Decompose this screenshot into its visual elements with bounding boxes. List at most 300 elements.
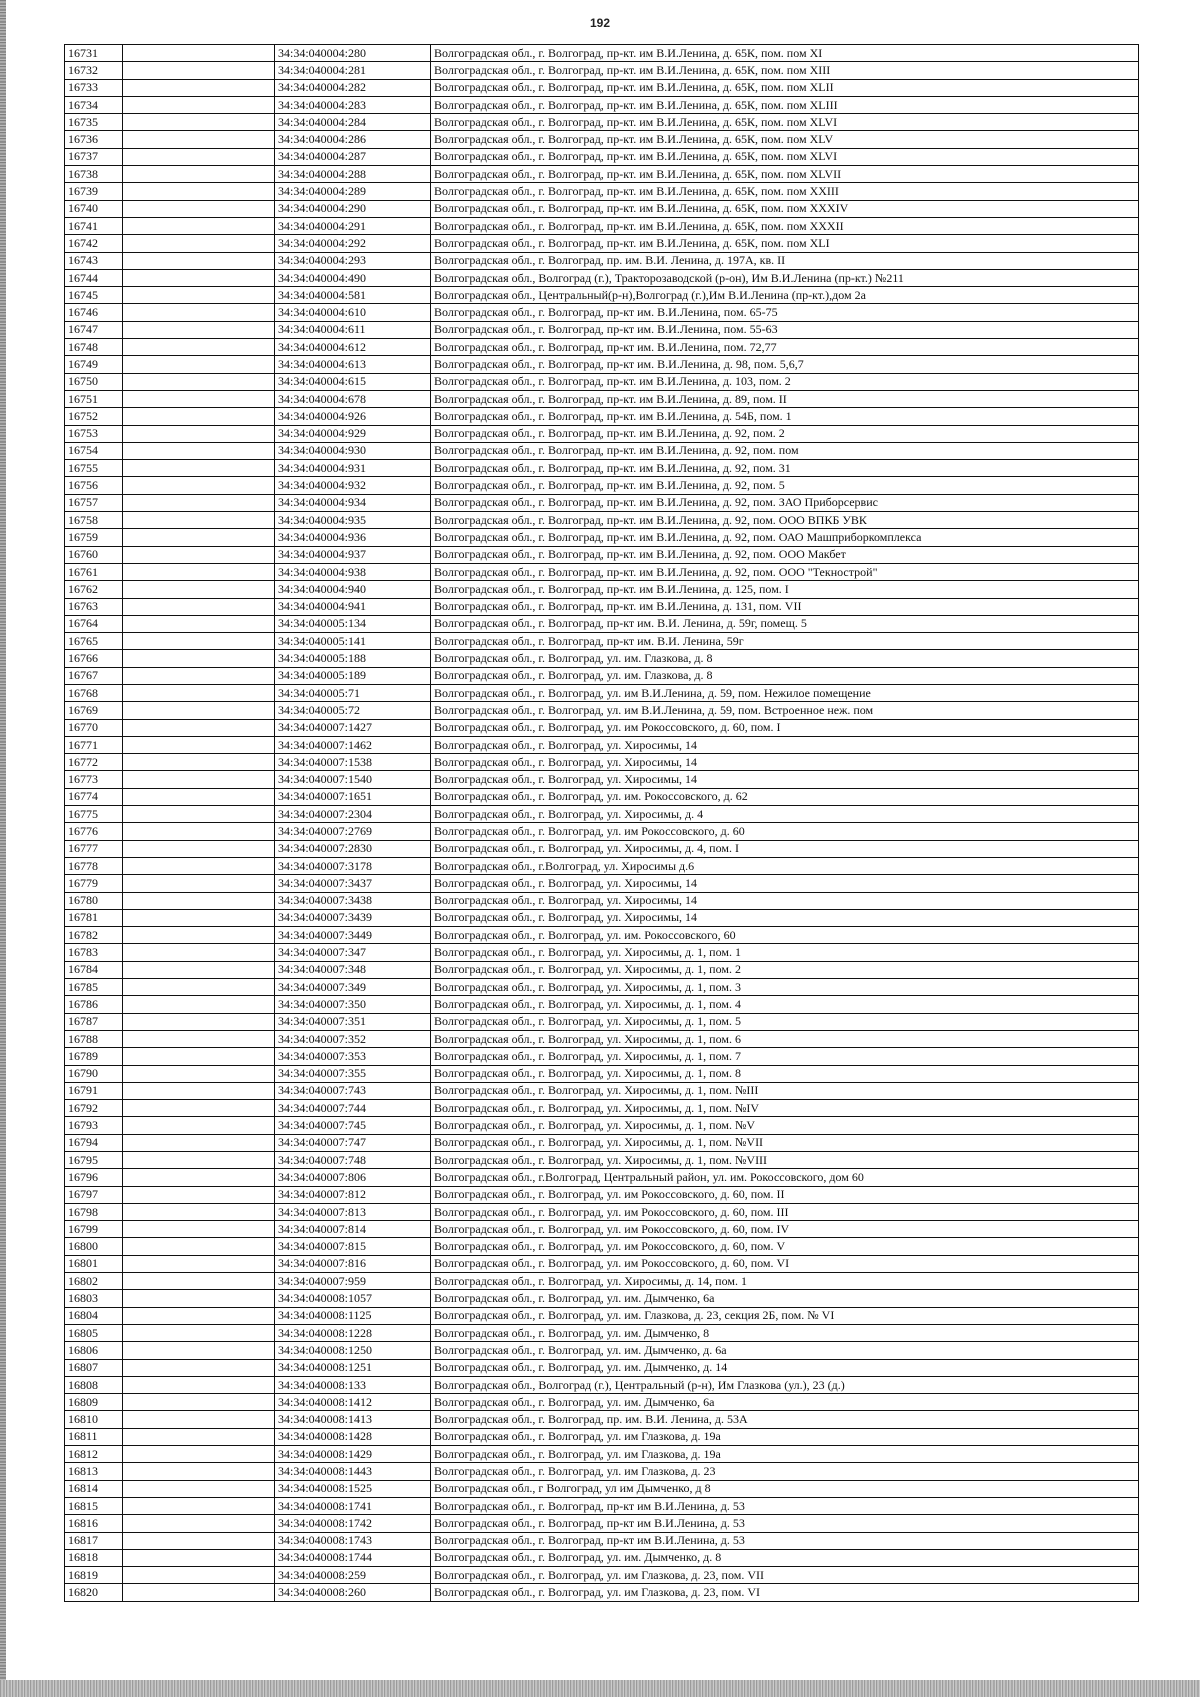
row-number-cell: 16759 xyxy=(65,529,123,546)
blank-cell xyxy=(123,754,275,771)
blank-cell xyxy=(123,1394,275,1411)
blank-cell xyxy=(123,1584,275,1601)
row-number-cell: 16812 xyxy=(65,1446,123,1463)
address-cell: Волгоградская обл., г. Волгоград, ул. Хиросимы, д. 1, пом. №IV xyxy=(431,1100,1139,1117)
row-number-cell: 16733 xyxy=(65,79,123,96)
address-cell: Волгоградская обл., Волгоград (г.), Тракторозаводской (р-он), Им В.И.Ленина (пр-кт.) №211 xyxy=(431,269,1139,286)
row-number-cell: 16770 xyxy=(65,719,123,736)
blank-cell xyxy=(123,96,275,113)
row-number-cell: 16803 xyxy=(65,1290,123,1307)
row-number-cell: 16765 xyxy=(65,633,123,650)
table-row xyxy=(65,909,1139,926)
table-row xyxy=(65,166,1139,183)
row-number-cell: 16731 xyxy=(65,45,123,62)
address-cell: Волгоградская обл., г. Волгоград, ул. им Глазкова, д. 23 xyxy=(431,1463,1139,1480)
address-cell: Волгоградская обл., г. Волгоград, ул. им Рокоссовского, д. 60, пом. I xyxy=(431,719,1139,736)
cadastral-number-cell: 34:34:040004:615 xyxy=(275,373,431,390)
cadastral-number-cell: 34:34:040008:1125 xyxy=(275,1307,431,1324)
blank-cell xyxy=(123,823,275,840)
cadastral-number-cell: 34:34:040005:189 xyxy=(275,667,431,684)
blank-cell xyxy=(123,702,275,719)
cadastral-number-cell: 34:34:040004:292 xyxy=(275,235,431,252)
address-cell: Волгоградская обл., г. Волгоград, пр-кт. им В.И.Ленина, д. 131, пом. VII xyxy=(431,598,1139,615)
address-cell: Волгоградская обл., г. Волгоград, пр-кт им. В.И.Ленина, д. 98, пом. 5,6,7 xyxy=(431,356,1139,373)
table-row xyxy=(65,875,1139,892)
cadastral-number-cell: 34:34:040007:959 xyxy=(275,1273,431,1290)
cadastral-number-cell: 34:34:040007:2830 xyxy=(275,840,431,857)
cadastral-number-cell: 34:34:040005:72 xyxy=(275,702,431,719)
row-number-cell: 16781 xyxy=(65,909,123,926)
row-number-cell: 16738 xyxy=(65,166,123,183)
registry-rows xyxy=(65,45,1139,1602)
cadastral-number-cell: 34:34:040007:806 xyxy=(275,1169,431,1186)
row-number-cell: 16784 xyxy=(65,961,123,978)
table-row xyxy=(65,598,1139,615)
table-row xyxy=(65,1117,1139,1134)
cadastral-number-cell: 34:34:040004:940 xyxy=(275,581,431,598)
row-number-cell: 16764 xyxy=(65,615,123,632)
table-row xyxy=(65,321,1139,338)
row-number-cell: 16815 xyxy=(65,1497,123,1514)
row-number-cell: 16762 xyxy=(65,581,123,598)
cadastral-number-cell: 34:34:040008:1741 xyxy=(275,1497,431,1514)
table-row xyxy=(65,477,1139,494)
address-cell: Волгоградская обл., г. Волгоград, ул. Хиросимы, д. 1, пом. 2 xyxy=(431,961,1139,978)
blank-cell xyxy=(123,408,275,425)
table-row xyxy=(65,546,1139,563)
address-cell: Волгоградская обл., г. Волгоград, ул. им Рокоссовского, д. 60 xyxy=(431,823,1139,840)
row-number-cell: 16790 xyxy=(65,1065,123,1082)
address-cell: Волгоградская обл., г. Волгоград, пр-кт. им В.И.Ленина, д. 65К, пом. пом XXXIV xyxy=(431,200,1139,217)
cadastral-number-cell: 34:34:040007:816 xyxy=(275,1255,431,1272)
table-row xyxy=(65,131,1139,148)
table-row xyxy=(65,1359,1139,1376)
cadastral-number-cell: 34:34:040007:743 xyxy=(275,1082,431,1099)
address-cell: Волгоградская обл., г. Волгоград, ул. им. Глазкова, д. 8 xyxy=(431,667,1139,684)
address-cell: Волгоградская обл., г. Волгоград, ул. им. Дымченко, д. 6а xyxy=(431,1342,1139,1359)
row-number-cell: 16783 xyxy=(65,944,123,961)
blank-cell xyxy=(123,1273,275,1290)
blank-cell xyxy=(123,356,275,373)
row-number-cell: 16819 xyxy=(65,1567,123,1584)
cadastral-number-cell: 34:34:040008:260 xyxy=(275,1584,431,1601)
cadastral-number-cell: 34:34:040004:490 xyxy=(275,269,431,286)
table-row xyxy=(65,1255,1139,1272)
blank-cell xyxy=(123,217,275,234)
table-row xyxy=(65,979,1139,996)
cadastral-number-cell: 34:34:040004:282 xyxy=(275,79,431,96)
table-row xyxy=(65,339,1139,356)
blank-cell xyxy=(123,771,275,788)
table-row xyxy=(65,1497,1139,1514)
blank-cell xyxy=(123,183,275,200)
cadastral-number-cell: 34:34:040004:287 xyxy=(275,148,431,165)
blank-cell xyxy=(123,114,275,131)
row-number-cell: 16805 xyxy=(65,1324,123,1341)
blank-cell xyxy=(123,840,275,857)
row-number-cell: 16794 xyxy=(65,1134,123,1151)
table-row xyxy=(65,857,1139,874)
row-number-cell: 16806 xyxy=(65,1342,123,1359)
blank-cell xyxy=(123,633,275,650)
blank-cell xyxy=(123,1290,275,1307)
row-number-cell: 16750 xyxy=(65,373,123,390)
row-number-cell: 16796 xyxy=(65,1169,123,1186)
blank-cell xyxy=(123,460,275,477)
table-row xyxy=(65,1394,1139,1411)
address-cell: Волгоградская обл., г. Волгоград, ул. им Глазкова, д. 19а xyxy=(431,1446,1139,1463)
table-row xyxy=(65,1134,1139,1151)
blank-cell xyxy=(123,892,275,909)
table-row xyxy=(65,1549,1139,1566)
table-row xyxy=(65,1082,1139,1099)
cadastral-number-cell: 34:34:040005:71 xyxy=(275,684,431,701)
cadastral-number-cell: 34:34:040007:3449 xyxy=(275,927,431,944)
blank-cell xyxy=(123,598,275,615)
address-cell: Волгоградская обл., г. Волгоград, ул. им Рокоссовского, д. 60, пом. VI xyxy=(431,1255,1139,1272)
address-cell: Волгоградская обл., г. Волгоград, пр-кт. им В.И.Ленина, д. 92, пом. 31 xyxy=(431,460,1139,477)
address-cell: Волгоградская обл., г. Волгоград, пр-кт. им В.И.Ленина, д. 92, пом. ООО "Текнострой" xyxy=(431,563,1139,580)
table-row xyxy=(65,840,1139,857)
table-row xyxy=(65,1030,1139,1047)
address-cell: Волгоградская обл., г. Волгоград, пр. им. В.И. Ленина, д. 197А, кв. II xyxy=(431,252,1139,269)
blank-cell xyxy=(123,1463,275,1480)
address-cell: Волгоградская обл., г. Волгоград, пр-кт. им В.И.Ленина, д. 54Б, пом. 1 xyxy=(431,408,1139,425)
row-number-cell: 16793 xyxy=(65,1117,123,1134)
row-number-cell: 16753 xyxy=(65,425,123,442)
address-cell: Волгоградская обл., г. Волгоград, пр-кт. им В.И.Ленина, д. 65К, пом. пом XLII xyxy=(431,79,1139,96)
row-number-cell: 16776 xyxy=(65,823,123,840)
address-cell: Волгоградская обл., г. Волгоград, ул. Хиросимы, д. 1, пом. 7 xyxy=(431,1048,1139,1065)
address-cell: Волгоградская обл., г. Волгоград, пр-кт. им В.И.Ленина, д. 92, пом. 2 xyxy=(431,425,1139,442)
address-cell: Волгоградская обл., Центральный(р-н),Волгоград (г.),Им В.И.Ленина (пр-кт.),дом 2а xyxy=(431,287,1139,304)
table-row xyxy=(65,667,1139,684)
row-number-cell: 16760 xyxy=(65,546,123,563)
blank-cell xyxy=(123,1238,275,1255)
address-cell: Волгоградская обл., г. Волгоград, ул. Хиросимы, д. 1, пом. 6 xyxy=(431,1030,1139,1047)
address-cell: Волгоградская обл., г. Волгоград, ул. Хиросимы, 14 xyxy=(431,892,1139,909)
row-number-cell: 16789 xyxy=(65,1048,123,1065)
blank-cell xyxy=(123,1428,275,1445)
cadastral-number-cell: 34:34:040005:134 xyxy=(275,615,431,632)
blank-cell xyxy=(123,339,275,356)
address-cell: Волгоградская обл., г. Волгоград, ул. им Рокоссовского, д. 60, пом. II xyxy=(431,1186,1139,1203)
blank-cell xyxy=(123,252,275,269)
blank-cell xyxy=(123,1446,275,1463)
address-cell: Волгоградская обл., г. Волгоград, пр-кт. им В.И.Ленина, д. 65К, пом. пом XLVI xyxy=(431,114,1139,131)
blank-cell xyxy=(123,373,275,390)
blank-cell xyxy=(123,45,275,62)
table-row xyxy=(65,1100,1139,1117)
blank-cell xyxy=(123,131,275,148)
address-cell: Волгоградская обл., г. Волгоград, пр-кт им. В.И.Ленина, пом. 72,77 xyxy=(431,339,1139,356)
cadastral-number-cell: 34:34:040008:1443 xyxy=(275,1463,431,1480)
address-cell: Волгоградская обл., г. Волгоград, пр-кт. им В.И.Ленина, д. 89, пом. II xyxy=(431,390,1139,407)
blank-cell xyxy=(123,200,275,217)
blank-cell xyxy=(123,1203,275,1220)
table-row xyxy=(65,269,1139,286)
cadastral-number-cell: 34:34:040004:613 xyxy=(275,356,431,373)
blank-cell xyxy=(123,667,275,684)
table-row xyxy=(65,736,1139,753)
row-number-cell: 16795 xyxy=(65,1152,123,1169)
row-number-cell: 16732 xyxy=(65,62,123,79)
blank-cell xyxy=(123,1117,275,1134)
blank-cell xyxy=(123,304,275,321)
cadastral-number-cell: 34:34:040007:815 xyxy=(275,1238,431,1255)
cadastral-number-cell: 34:34:040008:1744 xyxy=(275,1549,431,1566)
cadastral-number-cell: 34:34:040007:351 xyxy=(275,1013,431,1030)
blank-cell xyxy=(123,477,275,494)
table-row xyxy=(65,512,1139,529)
table-row xyxy=(65,771,1139,788)
row-number-cell: 16757 xyxy=(65,494,123,511)
table-row xyxy=(65,1324,1139,1341)
cadastral-number-cell: 34:34:040007:1540 xyxy=(275,771,431,788)
table-row xyxy=(65,1273,1139,1290)
table-row xyxy=(65,96,1139,113)
address-cell: Волгоградская обл., г. Волгоград, ул. Хиросимы, д. 1, пом. №III xyxy=(431,1082,1139,1099)
cadastral-number-cell: 34:34:040004:289 xyxy=(275,183,431,200)
address-cell: Волгоградская обл., г. Волгоград, ул. им Рокоссовского, д. 60, пом. III xyxy=(431,1203,1139,1220)
address-cell: Волгоградская обл., г. Волгоград, ул. Хиросимы, д. 1, пом. 1 xyxy=(431,944,1139,961)
blank-cell xyxy=(123,736,275,753)
cadastral-number-cell: 34:34:040004:284 xyxy=(275,114,431,131)
blank-cell xyxy=(123,1567,275,1584)
blank-cell xyxy=(123,909,275,926)
blank-cell xyxy=(123,615,275,632)
address-cell: Волгоградская обл., г. Волгоград, ул. им. Дымченко, д. 8 xyxy=(431,1549,1139,1566)
address-cell: Волгоградская обл., г. Волгоград, пр-кт. им В.И.Ленина, д. 92, пом. ООО ВПКБ УВК xyxy=(431,512,1139,529)
blank-cell xyxy=(123,166,275,183)
address-cell: Волгоградская обл., г.Волгоград, Центральный район, ул. им. Рокоссовского, дом 60 xyxy=(431,1169,1139,1186)
cadastral-number-cell: 34:34:040007:2769 xyxy=(275,823,431,840)
table-row xyxy=(65,702,1139,719)
row-number-cell: 16810 xyxy=(65,1411,123,1428)
cadastral-number-cell: 34:34:040004:934 xyxy=(275,494,431,511)
cadastral-number-cell: 34:34:040007:1462 xyxy=(275,736,431,753)
blank-cell xyxy=(123,1152,275,1169)
cadastral-number-cell: 34:34:040008:259 xyxy=(275,1567,431,1584)
blank-cell xyxy=(123,944,275,961)
table-row xyxy=(65,1376,1139,1393)
address-cell: Волгоградская обл., г. Волгоград, пр-кт. им В.И.Ленина, д. 92, пом. 5 xyxy=(431,477,1139,494)
blank-cell xyxy=(123,650,275,667)
cadastral-number-cell: 34:34:040004:929 xyxy=(275,425,431,442)
blank-cell xyxy=(123,1480,275,1497)
table-row xyxy=(65,788,1139,805)
table-row xyxy=(65,615,1139,632)
cadastral-number-cell: 34:34:040004:291 xyxy=(275,217,431,234)
table-row xyxy=(65,1515,1139,1532)
table-row xyxy=(65,892,1139,909)
table-row xyxy=(65,45,1139,62)
blank-cell xyxy=(123,1221,275,1238)
row-number-cell: 16780 xyxy=(65,892,123,909)
table-row xyxy=(65,287,1139,304)
blank-cell xyxy=(123,1048,275,1065)
table-row xyxy=(65,806,1139,823)
blank-cell xyxy=(123,425,275,442)
row-number-cell: 16771 xyxy=(65,736,123,753)
table-row xyxy=(65,425,1139,442)
row-number-cell: 16746 xyxy=(65,304,123,321)
row-number-cell: 16737 xyxy=(65,148,123,165)
row-number-cell: 16748 xyxy=(65,339,123,356)
address-cell: Волгоградская обл., г. Волгоград, пр-кт. им В.И.Ленина, д. 65К, пом. пом XLIII xyxy=(431,96,1139,113)
cadastral-number-cell: 34:34:040007:352 xyxy=(275,1030,431,1047)
table-row xyxy=(65,1307,1139,1324)
row-number-cell: 16742 xyxy=(65,235,123,252)
cadastral-number-cell: 34:34:040004:612 xyxy=(275,339,431,356)
blank-cell xyxy=(123,1342,275,1359)
table-row xyxy=(65,996,1139,1013)
row-number-cell: 16772 xyxy=(65,754,123,771)
row-number-cell: 16767 xyxy=(65,667,123,684)
cadastral-number-cell: 34:34:040008:1251 xyxy=(275,1359,431,1376)
table-row xyxy=(65,1203,1139,1220)
table-row xyxy=(65,650,1139,667)
blank-cell xyxy=(123,719,275,736)
blank-cell xyxy=(123,581,275,598)
address-cell: Волгоградская обл., г. Волгоград, пр-кт им. В.И.Ленина, пом. 55-63 xyxy=(431,321,1139,338)
address-cell: Волгоградская обл., г. Волгоград, пр-кт. им В.И.Ленина, д. 65К, пом. пом XLVI xyxy=(431,148,1139,165)
cadastral-number-cell: 34:34:040004:290 xyxy=(275,200,431,217)
cadastral-number-cell: 34:34:040007:3437 xyxy=(275,875,431,892)
table-row xyxy=(65,494,1139,511)
scan-edge-left xyxy=(0,0,6,1697)
blank-cell xyxy=(123,1065,275,1082)
row-number-cell: 16798 xyxy=(65,1203,123,1220)
row-number-cell: 16740 xyxy=(65,200,123,217)
address-cell: Волгоградская обл., г. Волгоград, ул. Хиросимы, д. 1, пом. 3 xyxy=(431,979,1139,996)
cadastral-number-cell: 34:34:040004:936 xyxy=(275,529,431,546)
address-cell: Волгоградская обл., г.Волгоград, ул. Хиросимы д.6 xyxy=(431,857,1139,874)
address-cell: Волгоградская обл., г. Волгоград, ул. им Рокоссовского, д. 60, пом. V xyxy=(431,1238,1139,1255)
table-row xyxy=(65,961,1139,978)
address-cell: Волгоградская обл., г. Волгоград, пр-кт. им В.И.Ленина, д. 65К, пом. пом XLVII xyxy=(431,166,1139,183)
blank-cell xyxy=(123,62,275,79)
blank-cell xyxy=(123,1082,275,1099)
blank-cell xyxy=(123,148,275,165)
address-cell: Волгоградская обл., г. Волгоград, ул. Хиросимы, д. 1, пом. №VIII xyxy=(431,1152,1139,1169)
table-row xyxy=(65,1584,1139,1601)
cadastral-number-cell: 34:34:040008:1057 xyxy=(275,1290,431,1307)
row-number-cell: 16800 xyxy=(65,1238,123,1255)
cadastral-number-cell: 34:34:040004:938 xyxy=(275,563,431,580)
row-number-cell: 16808 xyxy=(65,1376,123,1393)
cadastral-number-cell: 34:34:040008:1742 xyxy=(275,1515,431,1532)
blank-cell xyxy=(123,1134,275,1151)
table-row xyxy=(65,183,1139,200)
cadastral-number-cell: 34:34:040007:3438 xyxy=(275,892,431,909)
blank-cell xyxy=(123,1030,275,1047)
row-number-cell: 16741 xyxy=(65,217,123,234)
cadastral-number-cell: 34:34:040007:747 xyxy=(275,1134,431,1151)
row-number-cell: 16778 xyxy=(65,857,123,874)
row-number-cell: 16791 xyxy=(65,1082,123,1099)
blank-cell xyxy=(123,1515,275,1532)
row-number-cell: 16751 xyxy=(65,390,123,407)
cadastral-number-cell: 34:34:040008:1428 xyxy=(275,1428,431,1445)
cadastral-number-cell: 34:34:040008:1412 xyxy=(275,1394,431,1411)
cadastral-number-cell: 34:34:040008:1228 xyxy=(275,1324,431,1341)
table-row xyxy=(65,1065,1139,1082)
row-number-cell: 16777 xyxy=(65,840,123,857)
row-number-cell: 16769 xyxy=(65,702,123,719)
blank-cell xyxy=(123,1255,275,1272)
row-number-cell: 16763 xyxy=(65,598,123,615)
address-cell: Волгоградская обл., г. Волгоград, ул. им. Дымченко, 6а xyxy=(431,1290,1139,1307)
row-number-cell: 16743 xyxy=(65,252,123,269)
table-row xyxy=(65,1446,1139,1463)
cadastral-number-cell: 34:34:040007:3178 xyxy=(275,857,431,874)
table-row xyxy=(65,1532,1139,1549)
cadastral-number-cell: 34:34:040004:610 xyxy=(275,304,431,321)
cadastral-number-cell: 34:34:040007:350 xyxy=(275,996,431,1013)
row-number-cell: 16766 xyxy=(65,650,123,667)
row-number-cell: 16749 xyxy=(65,356,123,373)
table-row xyxy=(65,217,1139,234)
blank-cell xyxy=(123,979,275,996)
address-cell: Волгоградская обл., г. Волгоград, ул. Хиросимы, д. 1, пом. 4 xyxy=(431,996,1139,1013)
address-cell: Волгоградская обл., г. Волгоград, ул. им. Дымченко, 8 xyxy=(431,1324,1139,1341)
table-row xyxy=(65,719,1139,736)
address-cell: Волгоградская обл., г. Волгоград, пр-кт им В.И.Ленина, д. 53 xyxy=(431,1497,1139,1514)
cadastral-number-cell: 34:34:040004:678 xyxy=(275,390,431,407)
address-cell: Волгоградская обл., г. Волгоград, пр-кт им В.И.Ленина, д. 53 xyxy=(431,1532,1139,1549)
address-cell: Волгоградская обл., г. Волгоград, пр-кт им В.И.Ленина, д. 53 xyxy=(431,1515,1139,1532)
cadastral-number-cell: 34:34:040007:355 xyxy=(275,1065,431,1082)
row-number-cell: 16813 xyxy=(65,1463,123,1480)
row-number-cell: 16779 xyxy=(65,875,123,892)
cadastral-number-cell: 34:34:040005:141 xyxy=(275,633,431,650)
blank-cell xyxy=(123,269,275,286)
table-row xyxy=(65,1169,1139,1186)
blank-cell xyxy=(123,996,275,1013)
address-cell: Волгоградская обл., г. Волгоград, пр-кт. им В.И.Ленина, д. 65К, пом. пом XLV xyxy=(431,131,1139,148)
scan-edge-bottom xyxy=(0,1680,1200,1697)
row-number-cell: 16775 xyxy=(65,806,123,823)
address-cell: Волгоградская обл., Волгоград (г.), Центральный (р-н), Им Глазкова (ул.), 23 (д.) xyxy=(431,1376,1139,1393)
blank-cell xyxy=(123,235,275,252)
table-row xyxy=(65,754,1139,771)
row-number-cell: 16818 xyxy=(65,1549,123,1566)
table-row xyxy=(65,1480,1139,1497)
cadastral-number-cell: 34:34:040004:941 xyxy=(275,598,431,615)
address-cell: Волгоградская обл., г. Волгоград, ул. Хиросимы, 14 xyxy=(431,771,1139,788)
address-cell: Волгоградская обл., г. Волгоград, ул. Хиросимы, д. 1, пом. 5 xyxy=(431,1013,1139,1030)
blank-cell xyxy=(123,1549,275,1566)
address-cell: Волгоградская обл., г. Волгоград, ул. Хиросимы, д. 1, пом. №V xyxy=(431,1117,1139,1134)
blank-cell xyxy=(123,494,275,511)
blank-cell xyxy=(123,563,275,580)
address-cell: Волгоградская обл., г. Волгоград, ул. Хиросимы, 14 xyxy=(431,909,1139,926)
blank-cell xyxy=(123,1186,275,1203)
blank-cell xyxy=(123,529,275,546)
row-number-cell: 16773 xyxy=(65,771,123,788)
address-cell: Волгоградская обл., г. Волгоград, ул. Хиросимы, д. 1, пом. №VII xyxy=(431,1134,1139,1151)
address-cell: Волгоградская обл., г. Волгоград, ул. им Глазкова, д. 23, пом. VII xyxy=(431,1567,1139,1584)
table-row xyxy=(65,1290,1139,1307)
cadastral-number-cell: 34:34:040007:1427 xyxy=(275,719,431,736)
table-row xyxy=(65,944,1139,961)
cadastral-number-cell: 34:34:040007:349 xyxy=(275,979,431,996)
address-cell: Волгоградская обл., г. Волгоград, ул. им Глазкова, д. 19а xyxy=(431,1428,1139,1445)
table-row xyxy=(65,235,1139,252)
row-number-cell: 16754 xyxy=(65,442,123,459)
address-cell: Волгоградская обл., г. Волгоград, ул. Хиросимы, д. 14, пом. 1 xyxy=(431,1273,1139,1290)
